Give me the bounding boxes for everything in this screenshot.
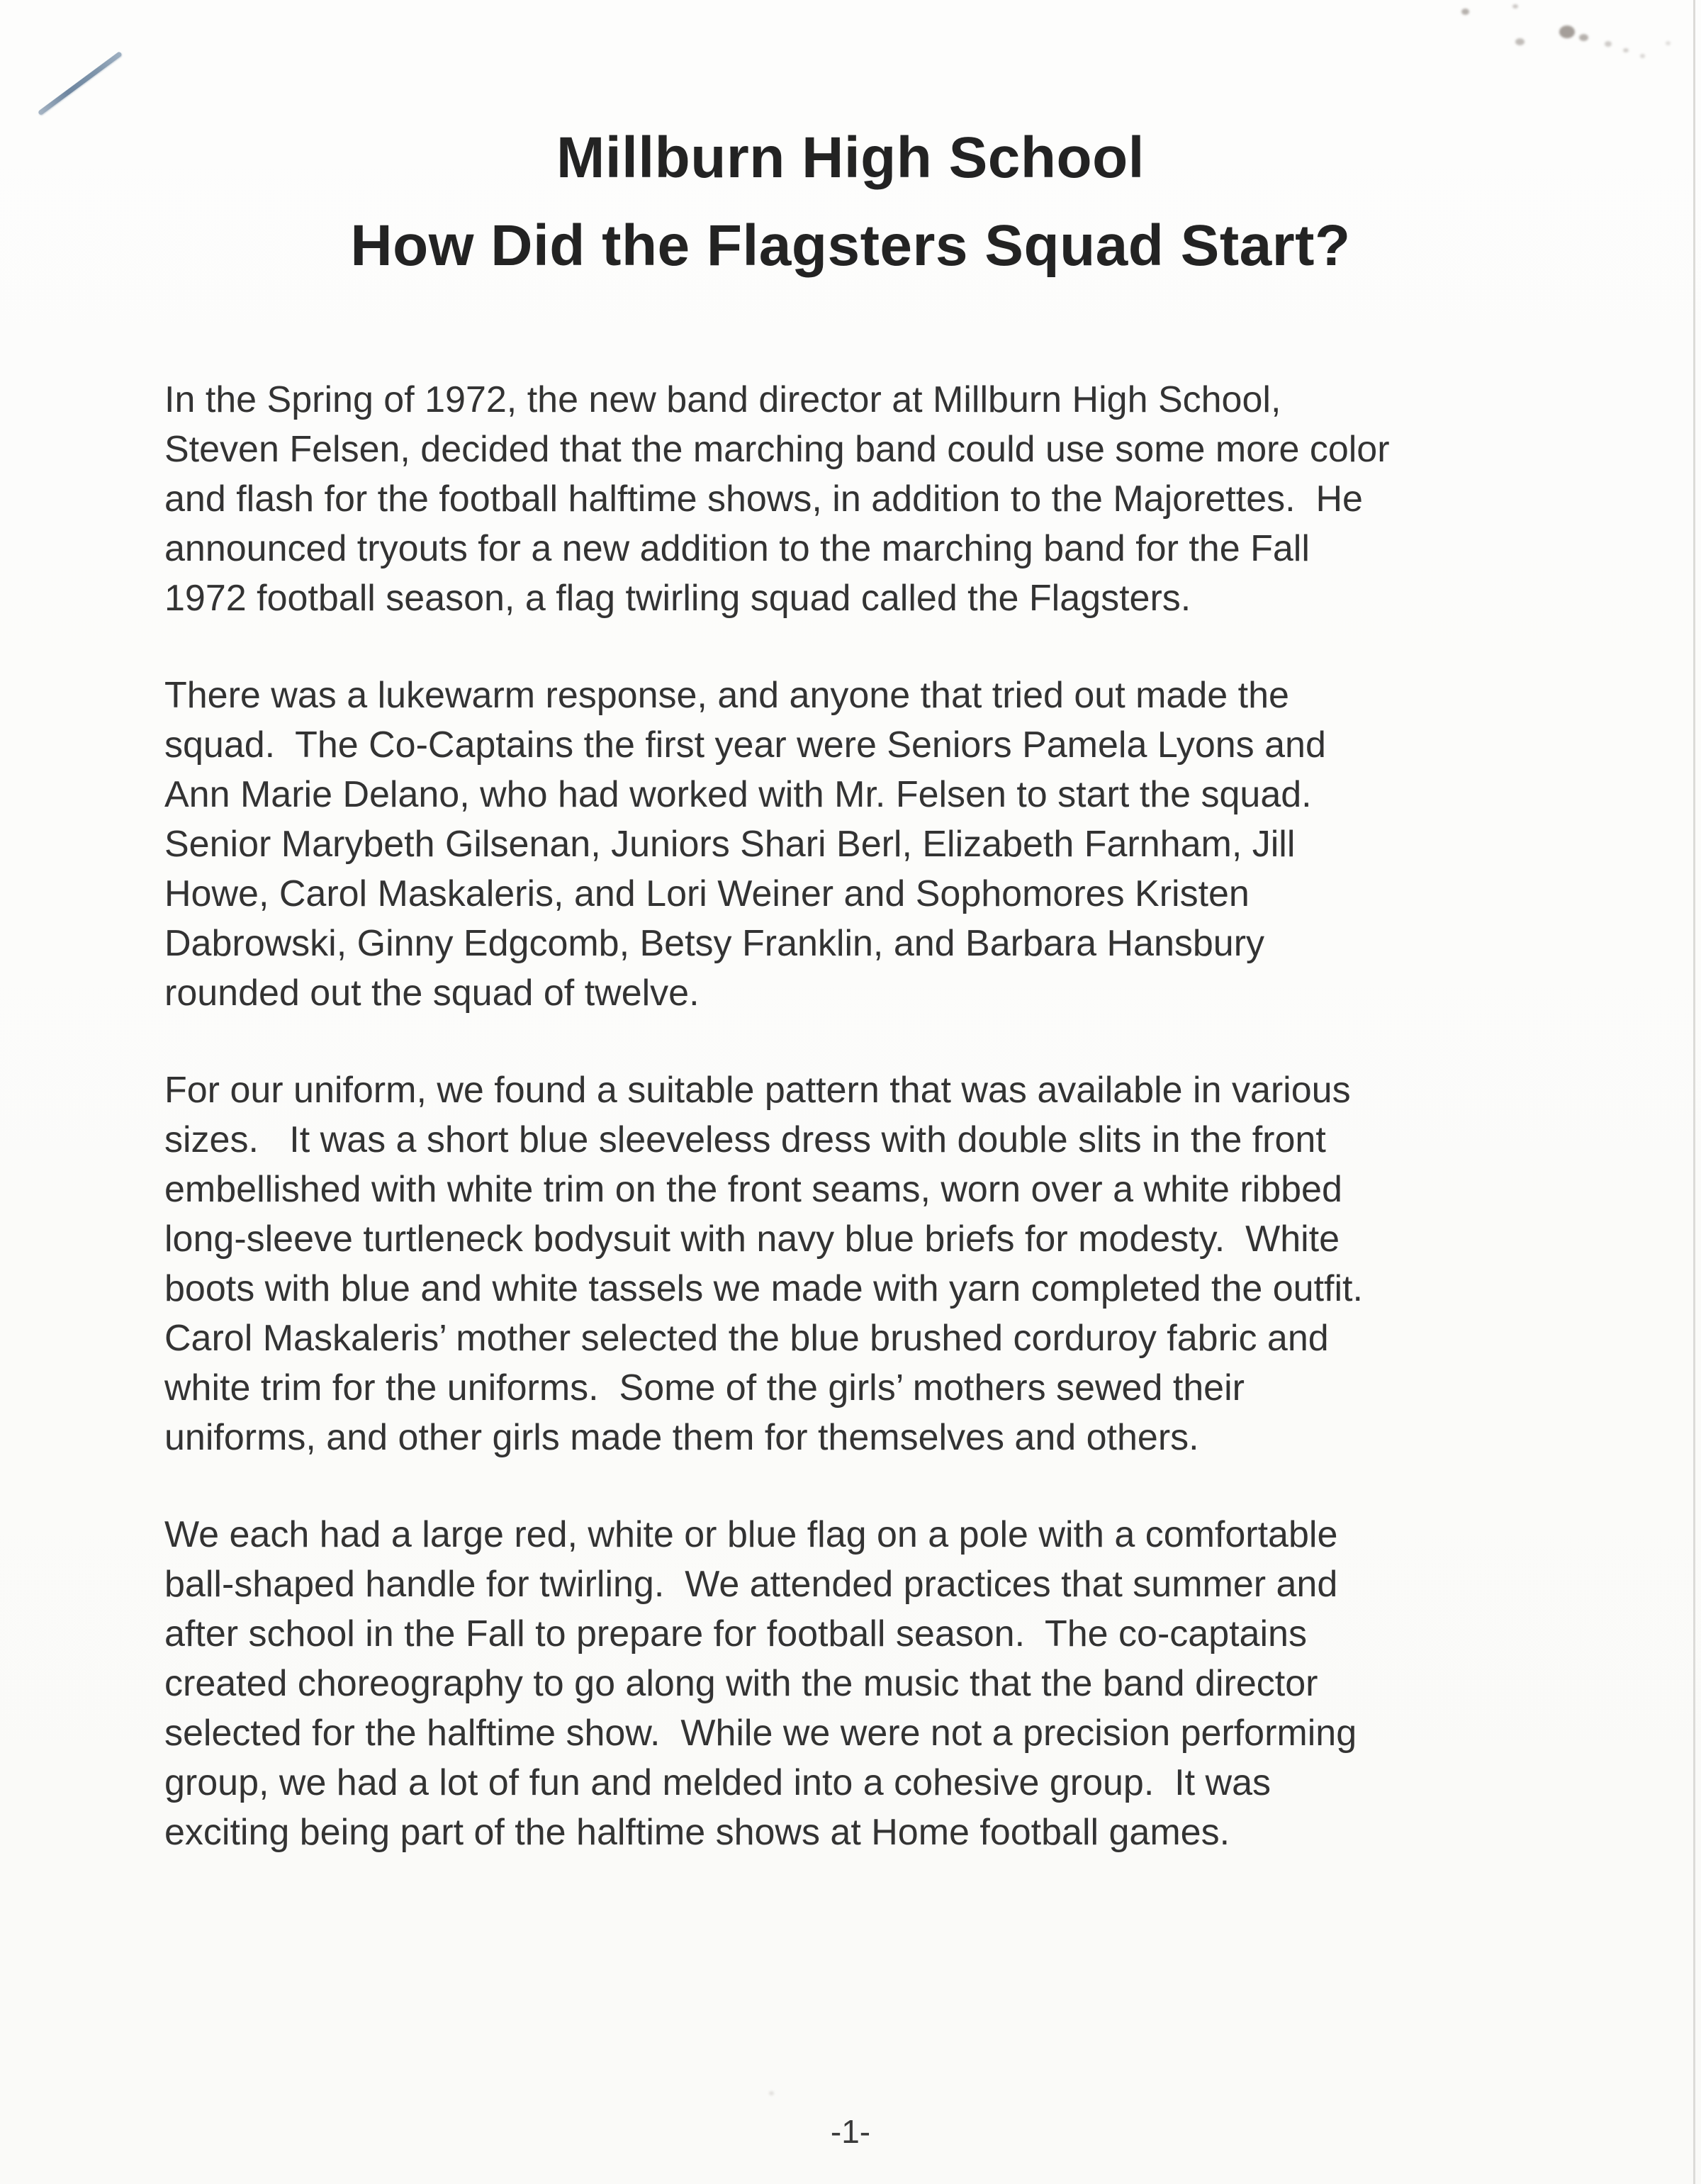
paragraph bbox=[164, 1510, 1582, 1857]
scan-smudge bbox=[1605, 41, 1612, 47]
text-line: embellished with white trim on the front seams, worn over a white ribbed bbox=[164, 1169, 1342, 1210]
text-line: boots with blue and white tassels we made with yarn completed the outfit. bbox=[164, 1268, 1363, 1309]
text-line: created choreography to go along with the music that the band director bbox=[164, 1663, 1318, 1704]
text-line: squad. The Co-Captains the first year were Seniors Pamela Lyons and bbox=[164, 724, 1326, 766]
pen-mark bbox=[38, 51, 123, 116]
text-line: Howe, Carol Maskaleris, and Lori Weiner and Sophomores Kristen bbox=[164, 873, 1250, 914]
document-title bbox=[0, 114, 1701, 290]
scan-smudge bbox=[1515, 38, 1525, 45]
text-line: announced tryouts for a new addition to the marching band for the Fall bbox=[164, 528, 1310, 569]
document-body bbox=[164, 375, 1582, 1905]
paragraph bbox=[164, 1065, 1582, 1462]
text-line: For our uniform, we found a suitable pattern that was available in various bbox=[164, 1070, 1351, 1111]
text-line: Ann Marie Delano, who had worked with Mr. Felsen to start the squad. bbox=[164, 774, 1312, 815]
scan-smudge bbox=[769, 2091, 774, 2095]
text-line: selected for the halftime show. While we were not a precision performing bbox=[164, 1713, 1357, 1754]
scan-smudge bbox=[1640, 54, 1645, 58]
text-line: Steven Felsen, decided that the marching band could use some more color bbox=[164, 429, 1390, 470]
text-line: rounded out the squad of twelve. bbox=[164, 973, 700, 1014]
scan-smudge bbox=[1623, 48, 1629, 52]
page-number: -1- bbox=[830, 2113, 871, 2150]
scan-smudge bbox=[1461, 9, 1469, 15]
text-line: and flash for the football halftime shows, in addition to the Majorettes. He bbox=[164, 478, 1363, 520]
text-line: We each had a large red, white or blue flag on a pole with a comfortable bbox=[164, 1514, 1338, 1555]
text-line: group, we had a lot of fun and melded into a cohesive group. It was bbox=[164, 1762, 1271, 1803]
scan-smudge bbox=[1579, 34, 1588, 41]
text-line: long-sleeve turtleneck bodysuit with navy blue briefs for modesty. White bbox=[164, 1219, 1340, 1260]
title-line-1: Millburn High School bbox=[556, 125, 1145, 190]
text-line: white trim for the uniforms. Some of the girls’ mothers sewed their bbox=[164, 1367, 1245, 1409]
paragraph bbox=[164, 671, 1582, 1018]
scan-smudge bbox=[1512, 4, 1518, 9]
text-line: Carol Maskaleris’ mother selected the blue brushed corduroy fabric and bbox=[164, 1318, 1329, 1359]
title-line-2: How Did the Flagsters Squad Start? bbox=[350, 213, 1351, 278]
text-line: Senior Marybeth Gilsenan, Juniors Shari Berl, Elizabeth Farnham, Jill bbox=[164, 824, 1296, 865]
paragraph bbox=[164, 375, 1582, 623]
text-line: sizes. It was a short blue sleeveless dress with double slits in the front bbox=[164, 1119, 1326, 1160]
text-line: 1972 football season, a flag twirling squad called the Flagsters. bbox=[164, 578, 1191, 619]
text-line: exciting being part of the halftime shows at Home football games. bbox=[164, 1812, 1230, 1853]
text-line: after school in the Fall to prepare for football season. The co-captains bbox=[164, 1613, 1307, 1654]
text-line: Dabrowski, Ginny Edgcomb, Betsy Franklin, and Barbara Hansbury bbox=[164, 923, 1265, 964]
text-line: In the Spring of 1972, the new band director at Millburn High School, bbox=[164, 379, 1281, 420]
page-footer bbox=[0, 2110, 1701, 2153]
scan-smudge bbox=[1559, 26, 1575, 38]
text-line: ball-shaped handle for twirling. We attended practices that summer and bbox=[164, 1564, 1338, 1605]
text-line: There was a lukewarm response, and anyone that tried out made the bbox=[164, 675, 1289, 716]
scan-smudge bbox=[1666, 41, 1671, 45]
text-line: uniforms, and other girls made them for themselves and others. bbox=[164, 1417, 1199, 1458]
paper-edge-line bbox=[1693, 0, 1695, 2184]
